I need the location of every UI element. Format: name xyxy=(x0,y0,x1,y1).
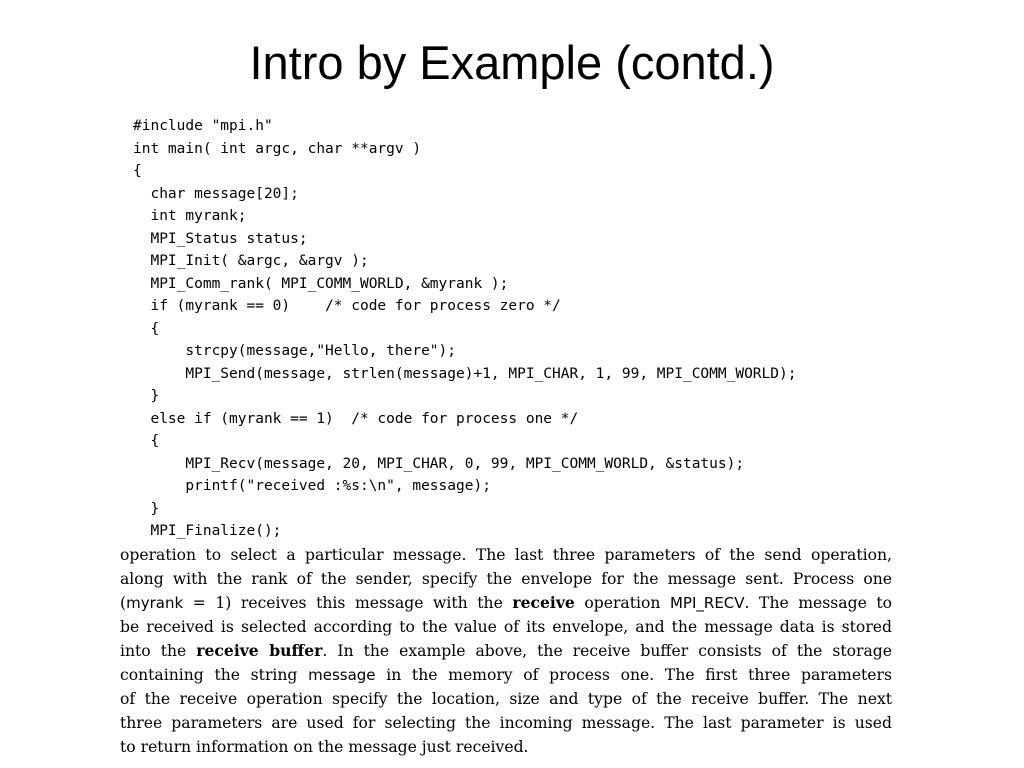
emphasis-term: receive buffer xyxy=(196,641,323,660)
code-line: MPI_Init( &argc, &argv ); xyxy=(133,253,369,269)
code-line: int main( int argc, char **argv ) xyxy=(133,140,422,157)
code-line: } xyxy=(133,388,160,404)
code-line: char message[20]; xyxy=(133,185,299,202)
code-line: printf("received :%s:\n", message); xyxy=(133,478,491,494)
code-line: { xyxy=(133,433,160,449)
paragraph-line: of the receive operation specify the location, size and type of the receive buffer. The next xyxy=(120,690,892,708)
code-line: int myrank; xyxy=(133,208,247,224)
variable-name: message xyxy=(308,666,376,684)
paragraph-line: three parameters are used for selecting the incoming message. The last parameter is used xyxy=(120,714,892,732)
code-line: } xyxy=(133,500,160,517)
code-line: #include "mpi.h" xyxy=(133,118,273,134)
paragraph-line xyxy=(120,663,892,687)
variable-name: myrank xyxy=(126,594,184,612)
text-fragment: containing the string xyxy=(120,666,309,684)
paragraph-line: operation to select a particular message. The last three parameters of the send operation, xyxy=(120,546,892,564)
code-line: MPI_Send(message, strlen(message)+1, MPI_CHAR, 1, 99, MPI_COMM_WORLD); xyxy=(133,365,797,382)
paragraph-line: be received is selected according to the value of its envelope, and the message data is stored xyxy=(120,618,892,636)
code-line: { xyxy=(133,320,160,337)
code-listing xyxy=(133,115,796,543)
code-line: else if (myrank == 1) /* code for process one */ xyxy=(133,410,579,427)
text-fragment: = 1 xyxy=(183,594,226,612)
function-name: MPI_RECV xyxy=(669,594,745,612)
paragraph-line: to return information on the message just received. xyxy=(120,738,529,756)
code-line: { xyxy=(133,163,142,179)
paragraph-line xyxy=(120,591,892,615)
code-line: strcpy(message,"Hello, there"); xyxy=(133,343,457,359)
text-fragment: ( xyxy=(120,594,127,612)
text-fragment: . The message to xyxy=(744,594,893,612)
code-line: if (myrank == 0) /* code for process zero */ xyxy=(133,298,561,314)
explanation-paragraph xyxy=(120,543,892,759)
code-line: MPI_Recv(message, 20, MPI_CHAR, 0, 99, MPI_COMM_WORLD, &status); xyxy=(133,455,745,472)
paragraph-line xyxy=(120,639,892,663)
code-line: MPI_Comm_rank( MPI_COMM_WORLD, &myrank ); xyxy=(133,275,509,292)
text-fragment: ) receives this message with the xyxy=(225,594,513,612)
text-fragment: . In the example above, the receive buffer consists of the storage xyxy=(322,642,892,660)
emphasis-term: receive xyxy=(512,593,575,612)
slide-title: Intro by Example (contd.) xyxy=(249,36,775,89)
code-line: MPI_Status status; xyxy=(133,230,308,247)
paragraph-line: along with the rank of the sender, specify the envelope for the message sent. Process one xyxy=(120,570,892,588)
text-fragment: in the memory of process one. The first three parameters xyxy=(375,666,892,684)
text-fragment: into the xyxy=(120,642,197,660)
text-fragment: operation xyxy=(574,594,670,612)
code-line: MPI_Finalize(); xyxy=(133,523,282,539)
